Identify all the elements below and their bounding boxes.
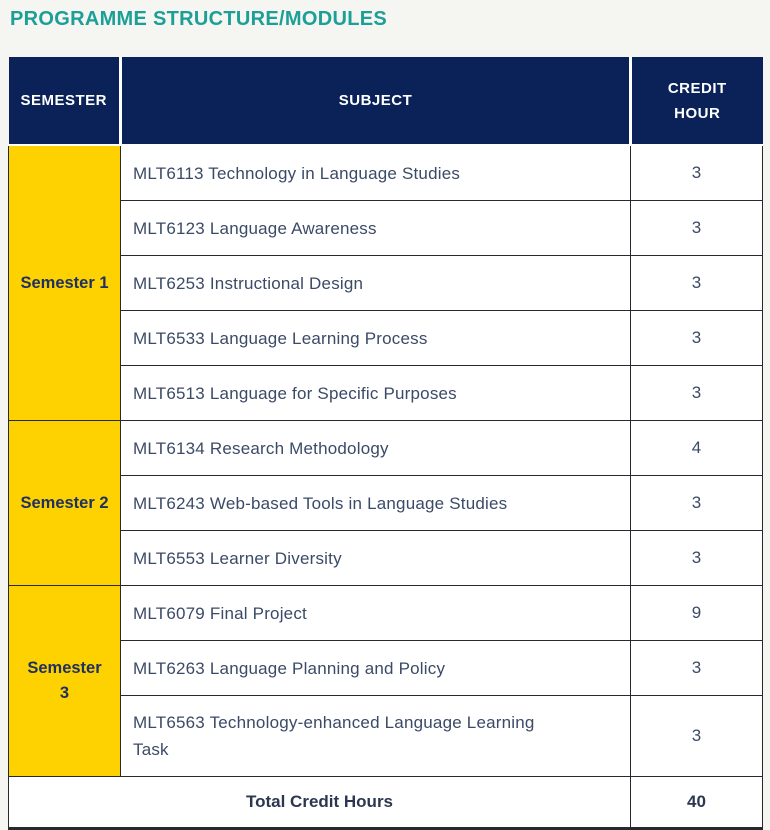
subject-cell bbox=[121, 531, 631, 586]
credit-hour-cell: 3 bbox=[631, 145, 763, 201]
semester-label: Semester 3 bbox=[27, 659, 102, 703]
subject-cell bbox=[121, 641, 631, 696]
semester-label: Semester 2 bbox=[20, 493, 109, 512]
subject-label: MLT6113 Technology in Language Studies bbox=[133, 164, 461, 184]
subject-row bbox=[9, 531, 763, 586]
page-title: PROGRAMME STRUCTURE/MODULES bbox=[10, 8, 387, 30]
semester-cell bbox=[9, 145, 121, 421]
subject-cell bbox=[121, 145, 631, 201]
credit-hour-cell: 3 bbox=[631, 696, 763, 777]
semester-label: Semester 1 bbox=[20, 273, 109, 292]
credit-hour-cell: 3 bbox=[631, 201, 763, 256]
subject-label: MLT6123 Language Awareness bbox=[133, 219, 377, 239]
credit-hour-cell: 4 bbox=[631, 421, 763, 476]
subject-label: MLT6243 Web-based Tools in Language Studies bbox=[133, 494, 508, 514]
subject-row bbox=[9, 641, 763, 696]
subject-cell bbox=[121, 366, 631, 421]
total-row bbox=[9, 777, 763, 829]
subject-row bbox=[9, 145, 763, 201]
total-label: Total Credit Hours bbox=[9, 777, 631, 829]
credit-hour-cell: 3 bbox=[631, 476, 763, 531]
subject-cell bbox=[121, 476, 631, 531]
header-row bbox=[9, 57, 763, 145]
subject-row bbox=[9, 311, 763, 366]
subject-row bbox=[9, 201, 763, 256]
credit-hour-cell: 3 bbox=[631, 531, 763, 586]
table-body bbox=[9, 145, 763, 829]
subject-cell bbox=[121, 696, 631, 777]
subject-label: MLT6563 Technology-enhanced Language Learning Task bbox=[133, 713, 535, 760]
header-subject: SUBJECT bbox=[121, 57, 631, 145]
subject-row bbox=[9, 586, 763, 641]
header-credit-hour bbox=[631, 57, 763, 145]
subject-label: MLT6553 Learner Diversity bbox=[133, 549, 342, 569]
subject-cell bbox=[121, 586, 631, 641]
programme-structure-table bbox=[8, 57, 763, 830]
subject-label: MLT6263 Language Planning and Policy bbox=[133, 659, 446, 679]
total-value: 40 bbox=[631, 777, 763, 829]
subject-cell bbox=[121, 256, 631, 311]
semester-cell bbox=[9, 421, 121, 586]
subject-row bbox=[9, 421, 763, 476]
credit-hour-cell: 3 bbox=[631, 366, 763, 421]
table-header bbox=[9, 57, 763, 145]
subject-label: MLT6134 Research Methodology bbox=[133, 439, 389, 459]
header-credit-hour-label: CREDIT HOUR bbox=[667, 79, 727, 122]
subject-row bbox=[9, 476, 763, 531]
subject-label: MLT6253 Instructional Design bbox=[133, 274, 364, 294]
subject-cell bbox=[121, 421, 631, 476]
subject-label: MLT6513 Language for Specific Purposes bbox=[133, 384, 457, 404]
credit-hour-cell: 3 bbox=[631, 311, 763, 366]
credit-hour-cell: 9 bbox=[631, 586, 763, 641]
credit-hour-cell: 3 bbox=[631, 641, 763, 696]
semester-cell bbox=[9, 586, 121, 777]
subject-row bbox=[9, 256, 763, 311]
subject-row bbox=[9, 696, 763, 777]
subject-cell bbox=[121, 201, 631, 256]
subject-label: MLT6079 Final Project bbox=[133, 604, 307, 624]
header-semester: SEMESTER bbox=[9, 57, 121, 145]
subject-cell bbox=[121, 311, 631, 366]
subject-row bbox=[9, 366, 763, 421]
subject-label: MLT6533 Language Learning Process bbox=[133, 329, 428, 349]
credit-hour-cell: 3 bbox=[631, 256, 763, 311]
